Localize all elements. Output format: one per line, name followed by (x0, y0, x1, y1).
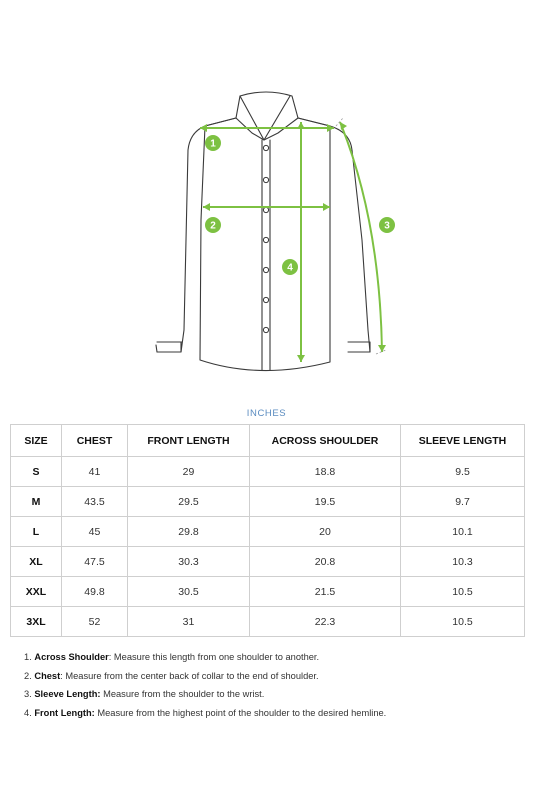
note-term: Chest (34, 670, 61, 681)
table-cell: 22.3 (250, 607, 401, 637)
table-cell: 29.5 (128, 487, 250, 517)
table-cell: 9.5 (401, 457, 525, 487)
button-icon (263, 237, 268, 242)
table-cell: 9.7 (401, 487, 525, 517)
size-chart-table (10, 424, 525, 637)
units-label: INCHES (246, 408, 287, 419)
table-row (11, 457, 525, 487)
table-cell: 29 (128, 457, 250, 487)
table-cell: 41 (62, 457, 128, 487)
table-cell: 10.5 (401, 577, 525, 607)
table-header-row (11, 425, 525, 457)
table-cell: 49.8 (62, 577, 128, 607)
button-icon (263, 297, 268, 302)
collar-points (240, 96, 290, 140)
marker-1-label: 1 (210, 138, 216, 150)
header-across-shoulder: ACROSS SHOULDER (250, 425, 401, 457)
arrow-icon (203, 203, 210, 211)
left-cuff (157, 342, 182, 352)
table-cell: 21.5 (250, 577, 401, 607)
table-cell: 47.5 (62, 547, 128, 577)
guide-lines (336, 118, 386, 354)
table-row (11, 487, 525, 517)
note-number: 3. (24, 689, 32, 699)
marker-4-label: 4 (287, 262, 293, 274)
arrow-icon (200, 124, 207, 132)
sleeve-length-line (340, 122, 382, 352)
table-cell: 20 (250, 517, 401, 547)
table-cell: S (11, 457, 62, 487)
header-size: SIZE (11, 425, 62, 457)
table-cell: 29.8 (128, 517, 250, 547)
measurement-notes (24, 650, 524, 724)
button-icon (263, 145, 268, 150)
table-cell: 45 (62, 517, 128, 547)
note-term: Sleeve Length: (34, 689, 101, 699)
button-icon (263, 327, 268, 332)
yoke-seams (205, 118, 330, 126)
marker-3 (379, 217, 395, 233)
button-icon (263, 177, 268, 182)
shirt-body-outline (200, 126, 330, 371)
table-cell: M (11, 487, 62, 517)
shirt-buttons (263, 145, 268, 332)
table-row (11, 517, 525, 547)
table-cell: 30.3 (128, 547, 250, 577)
right-cuff (348, 342, 370, 352)
arrow-icon (297, 355, 305, 362)
note-item (24, 687, 524, 706)
table-cell: 10.3 (401, 547, 525, 577)
note-term: Front Length: (34, 707, 95, 718)
note-text: : Measure this length from one shoulder to another. (108, 652, 320, 662)
shirt-sleeves-outline (156, 118, 370, 352)
note-number: 1. (24, 652, 32, 662)
table-cell: XL (11, 547, 62, 577)
note-item (24, 650, 524, 669)
table-row (11, 607, 525, 637)
header-front-length: FRONT LENGTH (128, 425, 250, 457)
header-sleeve-length: SLEEVE LENGTH (401, 425, 525, 457)
table-cell: 10.5 (401, 607, 525, 637)
note-term: Across Shoulder (34, 652, 109, 662)
table-cell: 31 (128, 607, 250, 637)
note-item (24, 706, 524, 725)
button-icon (263, 207, 268, 212)
button-icon (263, 267, 268, 272)
table-cell: 18.8 (250, 457, 401, 487)
arrow-icon (323, 203, 330, 211)
measurement-lines (200, 122, 386, 362)
header-chest: CHEST (62, 425, 128, 457)
note-number: 2. (24, 670, 32, 681)
note-text: Measure from the highest point of the shoulder to the desired hemline. (94, 707, 387, 718)
marker-2 (205, 217, 221, 233)
arrow-icon (297, 122, 305, 129)
table-cell: 10.1 (401, 517, 525, 547)
table-cell: 43.5 (62, 487, 128, 517)
table-cell: 19.5 (250, 487, 401, 517)
table-cell: L (11, 517, 62, 547)
marker-4 (282, 259, 298, 275)
marker-3-label: 3 (384, 220, 390, 232)
table-cell: 52 (62, 607, 128, 637)
shirt-outline (156, 92, 370, 371)
marker-1 (205, 135, 221, 151)
table-row (11, 547, 525, 577)
note-item (24, 669, 524, 688)
placket (262, 140, 270, 370)
note-number: 4. (24, 707, 32, 718)
note-text: : Measure from the center back of collar to the end of shoulder. (60, 670, 319, 681)
note-text: Measure from the shoulder to the wrist. (100, 689, 265, 699)
marker-2-label: 2 (210, 220, 216, 232)
table-row (11, 577, 525, 607)
table-cell: 30.5 (128, 577, 250, 607)
table-cell: 20.8 (250, 547, 401, 577)
arrow-icon (378, 345, 386, 352)
table-cell: XXL (11, 577, 62, 607)
table-cell: 3XL (11, 607, 62, 637)
